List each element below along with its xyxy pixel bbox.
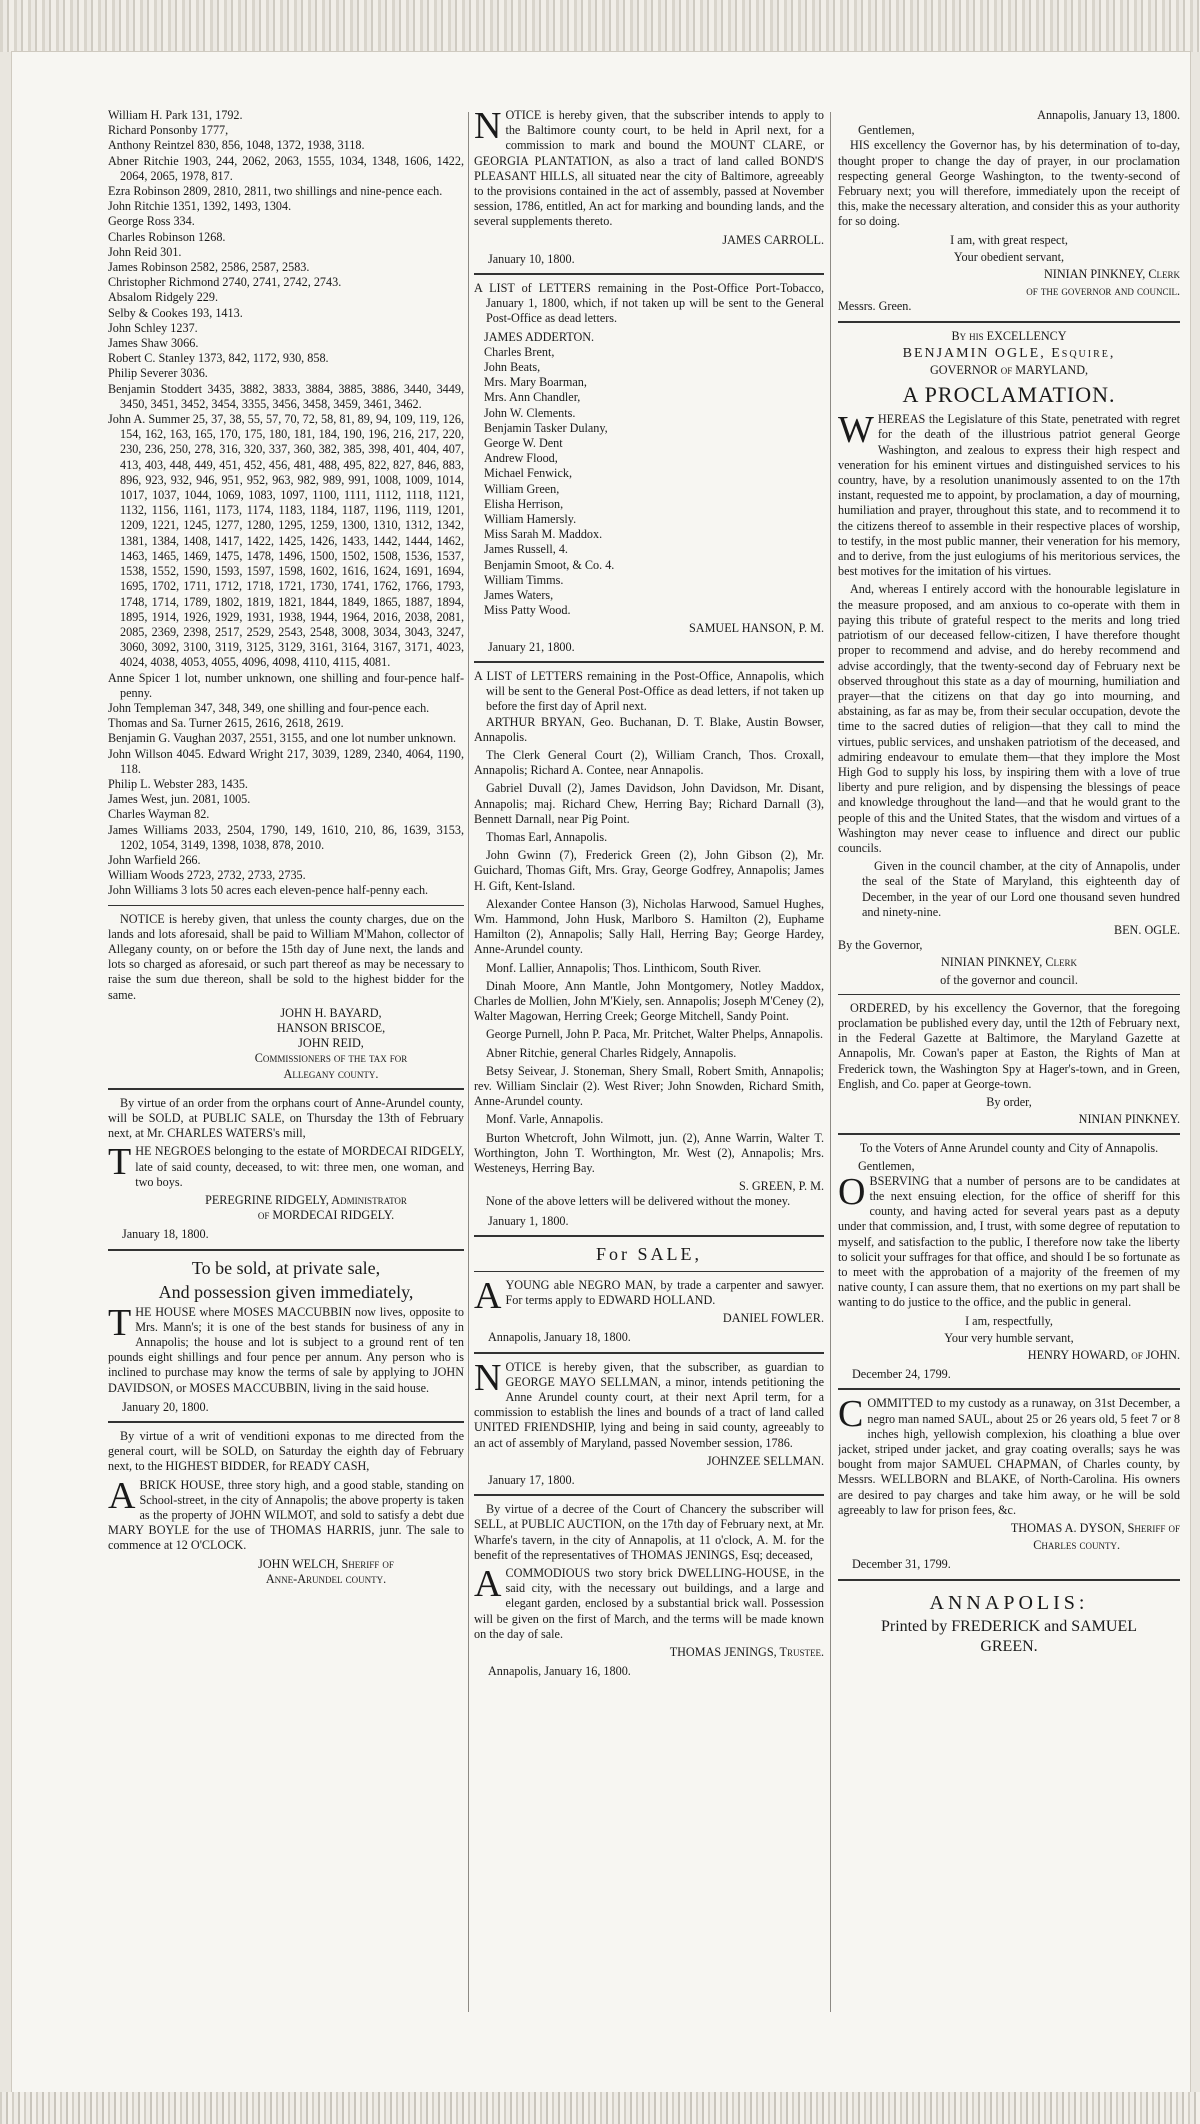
ordered-paragraph: ORDERED, by his excellency the Governor, that the foregoing proclamation be published every day, until the 12th of February next, in the Federal Gazette at Baltimore, the Maryland Gazette at Annapolis, Mr. Cowan's paper at Easton, the Rights of Man at Frederick town, the Washington Spy at Hager's-town, and in Green, English, and Co. paper at George-town. [838,1000,1180,1091]
letter-addressee: JAMES ADDERTON. [484,329,595,344]
proclamation-paragraph-1: WHEREAS the Legislature of this State, penetrated with regret for the death of the illustrious patriot general George Washington, and zealous to express their high respect and veneration for his eminent virtues and distinguished services to his country, have, by a resolution unanimously assented to on the 17th instant, requested me to appoint, by proclamation, a day of mourning, humiliation and prayer, throughout this state, and to recommend it to the citizens thereof to assemble in their respective places of worship, to testify, in the most public manner, their veneration for his memory, and to derive, from the just eulogiums of his meritorious services, the best motives for the imitation of his virtues. [838,409,1180,579]
divider [108,1421,464,1423]
annapolis-letters-list [474,715,824,1177]
ordered-signature: NINIAN PINKNEY. [1078,1112,1180,1127]
divider [474,1494,824,1496]
tax-lot-entry: James West, jun. 2081, 1005. [108,792,251,807]
drop-cap: C [838,1393,864,1436]
chancery-date: Annapolis, January 16, 1800. [488,1664,631,1679]
pinkney-letter-body: HIS excellency the Governor has, by his determination of to-day, thought proper to change the day of prayer, in our proclamation respecting general George Washington, to the twenty-second of February next; you will therefore, immediately upon the receipt of this, make the necessary alteration, and consider this as your authority for so doing. [838,138,1180,229]
imprint-city: ANNAPOLIS: [929,1591,1089,1614]
column-rule [830,112,831,2012]
port-tobacco-letters-list [484,330,824,619]
letter-addressee: James Russell, 4. [484,542,568,557]
letter-addressee: Mrs. Mary Boarman, [484,375,587,390]
tax-lot-entry: John Reid 301. [108,244,182,259]
tax-lot-entry: Charles Wayman 82. [108,807,210,822]
proclamation-paragraph-2: And, whereas I entirely accord with the honourable legislature in the measure proposed, and am anxious to co-operate with them in paying this tribute of grateful respect to the merits and long tried patriotism of our deceased fellow-citizen, I have therefore thought proper to recommend and advise, and do hereby recommend and advise accordingly, that the twenty-second day of February next be observed throughout this state as a day of mourning, humiliation and prayer—that the citizens on that day go into mourning, and abstaining, as far as may be, from their secular occupation, devote the time to the sacred duties of religion—that they call to mind the virtues, public services, and unshaken patriotism of the deceased, and admiring endeavour to emulate them—that they implore the Most High God to supply his loss, by inspiring them with a love of true liberty and pure religion, and by dispensing the blessings of peace and knowledge throughout the land—and that he would grant to the people of this and the United States, that the wisdom and virtues of a Washington may never cease to influence and direct our public councils. [838,582,1180,855]
letter-addressee: John W. Clements. [484,405,576,420]
divider [838,1579,1180,1581]
letter-list-paragraph: George Purnell, John P. Paca, Mr. Pritchet, Walter Phelps, Annapolis. [486,1027,824,1042]
tax-signer: HANSON BRISCOE, [276,1020,386,1035]
for-sale-heading: For SALE, [595,1243,702,1264]
proclamation-clerk: NINIAN PINKNEY, Clerk [940,955,1077,970]
pinkney-closing: I am, with great respect, [950,232,1068,247]
letter-addressee: Miss Patty Wood. [484,603,571,618]
letter-list-paragraph: Alexander Contee Hanson (3), Nicholas Harwood, Samuel Hughes, Wm. Hammond, John Husk, Marlboro S. Hamilton (2), Euphame Hamilton (2), Annapolis; Sally Hall, Herring Bay; George Hardey, Anne-Arundel county. [474,896,824,957]
tax-lot-entry: John Warfield 266. [108,852,201,867]
tax-lot-entry: Christopher Richmond 2740, 2741, 2742, 2743. [108,275,342,290]
scan-top-edge [0,0,1200,52]
port-tobacco-date: January 21, 1800. [488,639,575,654]
tax-lot-entry: Anthony Reintzel 830, 856, 1048, 1372, 1938, 3118. [108,138,365,153]
letter-addressee: Elisha Herrison, [484,496,564,511]
proclamation-by-governor: By the Governor, [838,938,923,953]
proclamation-by: By his EXCELLENCY [951,328,1067,343]
private-sale-subheading: And possession given immediately, [158,1281,414,1302]
tax-signer: JOHN REID, [298,1036,364,1051]
tax-lot-entry: George Ross 334. [108,214,195,229]
drop-cap: T [108,1141,132,1184]
divider [474,273,824,275]
letter-addressee: James Waters, [484,588,554,603]
for-sale-body: A YOUNG able NEGRO MAN, by trade a carpenter and sawyer. For terms apply to EDWARD HOLLAND. [474,1274,824,1317]
letter-addressee: John Beats, [484,360,541,375]
proclamation-signature: BEN. OGLE. [1113,922,1180,937]
tax-lot-entry: Robert C. Stanley 1373, 842, 1172, 930, 858. [108,351,329,366]
voters-salutation: Gentlemen, [858,1158,915,1173]
drop-cap: A [474,1563,502,1606]
tax-lot-entry: Charles Robinson 1268. [108,229,226,244]
divider [838,1133,1180,1135]
column-rule [468,112,469,2012]
committed-date: December 31, 1799. [852,1557,951,1572]
chancery-signature: THOMAS JENINGS, Trustee. [669,1645,824,1660]
letter-list-paragraph: John Gwinn (7), Frederick Green (2), John Gibson (2), Mr. Guichard, Thomas Gift, Mrs. Gray, George Godfrey, Annapolis; James H. Gift, Kent-Island. [474,848,824,893]
tax-lot-entry: James Shaw 3066. [108,336,199,351]
letter-list-paragraph: The Clerk General Court (2), William Cranch, Thos. Croxall, Annapolis; Richard A. Contee, near Annapolis. [474,747,824,778]
tax-lot-entry: James Williams 2033, 2504, 1790, 149, 1610, 210, 86, 1639, 3153, 1202, 1054, 3149, 1398, 1038, 878, 2010. [108,822,464,852]
divider [108,1249,464,1251]
pinkney-closing: Your obedient servant, [953,249,1065,264]
voters-closing: I am, respectfully, [965,1313,1053,1328]
tax-signer: JOHN H. BAYARD, [280,1005,382,1020]
sellman-date: January 17, 1800. [488,1473,575,1488]
tax-lot-entry: John A. Summer 25, 37, 38, 55, 57, 70, 72, 58, 81, 89, 94, 109, 119, 126, 154, 162, 163, 165, 170, 175, 180, 181, 184, 190, 196, 216, 217, 220, 230, 236, 250, 278, 316, 320, 337, 360, 382, 385, 398, 401, 404, 407, 413, 403, 448, 449, 451, 452, 456, 481, 488, 495, 822, 827, 846, 883, 896, 923, 932, 946, 951, 952, 963, 982, 989, 991, 1008, 1009, 1014, 1017, 1037, 1044, 1069, 1083, 1097, 1100, 1111, 1112, 1118, 1121, 1132, 1156, 1161, 1173, 1174, 1183, 1184, 1187, 1196, 1119, 1201, 1209, 1221, 1245, 1277, 1280, 1295, 1259, 1300, 1310, 1312, 1342, 1381, 1384, 1408, 1417, 1422, 1425, 1426, 1433, 1442, 1444, 1462, 1463, 1465, 1469, 1475, 1478, 1496, 1500, 1502, 1508, 1536, 1537, 1538, 1552, 1590, 1593, 1597, 1598, 1602, 1616, 1624, 1691, 1694, 1695, 1702, 1711, 1712, 1718, 1721, 1730, 1741, 1762, 1766, 1793, 1748, 1714, 1789, 1802, 1819, 1821, 1844, 1849, 1865, 1887, 1894, 1895, 1914, 1926, 1929, 1931, 1938, 1944, 1964, 2016, 2038, 2081, 2085, 2369, 2398, 2517, 2529, 2543, 2548, 3008, 3034, 3043, 3247, 3060, 3092, 3100, 3119, 3125, 3129, 3161, 3164, 3167, 3171, 4023, 4024, 4038, 4053, 4055, 4096, 4098, 4110, 4115, 4081. [108,412,464,670]
pinkney-signature: NINIAN PINKNEY, Clerk [1043,267,1180,282]
letter-addressee: Benjamin Tasker Dulany, [484,420,608,435]
divider [838,321,1180,323]
voters-date: December 24, 1799. [852,1367,951,1382]
divider [838,1388,1180,1390]
drop-cap: N [474,1356,502,1399]
divider [108,905,464,906]
letter-list-paragraph: Thomas Earl, Annapolis. [486,829,608,844]
committed-signature-line2: Charles county. [1033,1538,1120,1553]
letter-addressee: Miss Sarah M. Maddox. [484,527,603,542]
tax-lot-entry: Abner Ritchie 1903, 244, 2062, 2063, 1555, 1034, 1348, 1606, 1422, 2064, 2065, 1978, 817. [108,153,464,183]
negro-sale-body: THE NEGROES belonging to the estate of MORDECAI RIDGELY, late of said county, deceased, to wit: three men, one woman, and two boys. [108,1141,464,1189]
letter-addressee: George W. Dent [484,436,563,451]
carroll-date: January 10, 1800. [488,251,575,266]
imprint-printer: Printed by FREDERICK and SAMUEL [881,1617,1137,1635]
drop-cap: N [474,108,502,147]
proclamation-governor-name: BENJAMIN OGLE, Esquire, [902,345,1116,361]
letter-addressee: Mrs. Ann Chandler, [484,390,581,405]
column-2 [474,108,824,2068]
tax-signers-county: Allegany county. [283,1066,379,1081]
tax-lot-entry: John Willson 4045. Edward Wright 217, 3039, 1289, 2340, 4064, 1190, 118. [108,746,464,776]
tax-lot-entry: Selby & Cookes 193, 1413. [108,305,243,320]
letter-list-paragraph: Monf. Lallier, Annapolis; Thos. Linthicom, South River. [486,960,762,975]
letter-addressee: Andrew Flood, [484,451,558,466]
divider [474,1271,824,1272]
voters-signature: HENRY HOWARD, of JOHN. [1027,1348,1180,1363]
drop-cap: T [108,1301,132,1344]
scan-bottom-edge [0,2092,1200,2124]
writ-signature: JOHN WELCH, Sheriff of [258,1556,394,1571]
letter-addressee: William Green, [484,481,560,496]
proclamation-given: Given in the council chamber, at the city of Annapolis, under the seal of the State of Maryland, this eighteenth day of December, in the year of our Lord one thousand seven hundred and ninety-nine. [862,859,1180,919]
letter-list-paragraph: Burton Whetcroft, John Wilmott, jun. (2), Anne Warrin, Walter T. Worthington, John T. Worthington, Mr. West (2), Annapolis; Mrs. Westeneys, Herring Bay. [474,1130,824,1175]
imprint-printer-name: GREEN. [980,1637,1038,1655]
divider [474,661,824,663]
private-sale-heading: To be sold, at private sale, [191,1257,381,1278]
committed-notice: COMMITTED to my custody as a runaway, on 31st December, a negro man named SAUL, about 25 or 26 years old, 5 feet 7 or 8 inches high, yellowish complexion, his cloathing a blue over jacket, striped under jacket, and gray coating overalls; says he was bought from major SAMUEL CHAPMAN, of Charles county, by Messrs. WELLBORN and BLAKE, of North-Carolina. His owners are desired to pay charges and take him away, or he will be sold agreeably to law for prison fees, &c. [838,1393,1180,1517]
column-1 [108,108,464,2068]
letter-list-paragraph: Abner Ritchie, general Charles Ridgely, Annapolis. [486,1045,737,1060]
carroll-notice: NOTICE is hereby given, that the subscriber intends to apply to the Baltimore county court, to be held in April next, for a commission to mark and bound the MOUNT CLARE, or GEORGIA PLANTATION, as also a tract of land called BOND'S PLEASANT HILLS, all situated near the city of Baltimore, agreeably to the provisions contained in the act of assembly, passed at November session, 1786, entitled, An act for marking and bounding lands, and the several supplements thereto. [474,108,824,229]
for-sale-signature: DANIEL FOWLER. [722,1311,824,1326]
sellman-notice: NOTICE is hereby given, that the subscriber, as guardian to GEORGE MAYO SELLMAN, a minor, intends petitioning the Anne Arundel county court, at their next April term, for a commission to establish the lines and bounds of a tract of land called UNITED FRIENDSHIP, lying and being in said county, agreeably to an act of assembly of Maryland, passed November session, 1786. [474,1356,824,1450]
pinkney-addressee: Messrs. Green. [838,299,912,314]
drop-cap: W [838,409,874,452]
tax-lot-entry: Absalom Ridgely 229. [108,290,219,305]
chancery-intro: By virtue of a decree of the Court of Chancery the subscriber will SELL, at PUBLIC AUCTION, on the 17th day of February next, at Mr. Wharfe's tavern, in the city of Annapolis, at 11 o'clock, A. M. for the benefit of the representatives of THOMAS JENINGS, Esq; deceased, [474,1502,824,1562]
tax-lot-entry: John Williams 3 lots 50 acres each eleven-pence half-penny each. [108,883,429,898]
tax-lot-list [108,108,464,899]
private-sale-date: January 20, 1800. [122,1399,209,1414]
negro-sale-signature: PEREGRINE RIDGELY, Administrator [205,1193,407,1208]
tax-lot-entry: Philip L. Webster 283, 1435. [108,776,248,791]
annapolis-letters-date: January 1, 1800. [488,1213,569,1228]
private-sale-body: THE HOUSE where MOSES MACCUBBIN now lives, opposite to Mrs. Mann's; it is one of the best stands for business of any in Annapolis; the house and lot is subject to a ground rent of ten pounds eight shillings and four pence per annum. Any person who is inclined to purchase may know the terms of sale by applying to JOHN DAVIDSON, or MOSES MACCUBBIN, living in the said house. [108,1301,464,1395]
voters-closing: Your very humble servant, [944,1330,1074,1345]
proclamation-clerk-line2: of the governor and council. [940,972,1078,987]
tax-signers-title: Commissioners of the tax for [254,1051,408,1066]
drop-cap: O [838,1170,866,1213]
drop-cap: A [474,1274,502,1317]
letter-addressee: William Timms. [484,572,564,587]
chancery-body: A COMMODIOUS two story brick DWELLING-HOUSE, in the said city, with the necessary out buildings, and a large and elegant garden, enclosed by a substantial brick wall. Possession will be given on the first of March, and the terms will be made known on the day of sale. [474,1563,824,1641]
letter-list-paragraph: ARTHUR BRYAN, Geo. Buchanan, D. T. Blake, Austin Bowser, Annapolis. [474,714,824,744]
letter-list-paragraph: Dinah Moore, Ann Mantle, John Montgomery, Notley Maddox, Charles de Mollien, John M'Kiely, sen. Annapolis; Joseph M'Ceney (2), Walter Magowan, Herring Creek; George Mitchell, Sandy Point. [474,978,824,1024]
tax-notice: NOTICE is hereby given, that unless the county charges, due on the lands and lots aforesaid, shall be paid to William M'Mahon, collector of Allegany county, on or before the 15th day of June next, the lands and lots so charged as aforesaid, or such part thereof as may be necessary to raise the sum due thereon, shall be sold to the highest bidder for the same. [108,911,464,1002]
letter-addressee: Charles Brent, [484,344,555,359]
for-sale-date: Annapolis, January 18, 1800. [488,1330,631,1345]
tax-lot-entry: Ezra Robinson 2809, 2810, 2811, two shillings and nine-pence each. [108,184,443,199]
pinkney-salutation: Gentlemen, [858,123,915,138]
tax-lot-entry: William H. Park 131, 1792. [108,108,243,122]
divider [838,994,1180,995]
divider [474,1235,824,1237]
tax-lot-entry: Thomas and Sa. Turner 2615, 2616, 2618, 2619. [108,716,344,731]
newspaper-page [12,52,1190,2092]
negro-sale-signature-line2: of MORDECAI RIDGELY. [257,1208,395,1223]
tax-lot-entry: Philip Severer 3036. [108,366,208,381]
divider [474,1352,824,1354]
letter-list-paragraph: Monf. Varle, Annapolis. [486,1112,604,1127]
ordered-by: By order, [986,1094,1032,1109]
sellman-signature: JOHNZEE SELLMAN. [706,1453,824,1468]
column-3 [838,108,1180,2068]
annapolis-letters-note: None of the above letters will be delivered without the money. [486,1194,791,1209]
letter-addressee: Benjamin Smoot, & Co. 4. [484,557,615,572]
tax-lot-entry: James Robinson 2582, 2586, 2587, 2583. [108,260,310,275]
proclamation-title: A PROCLAMATION. [902,382,1116,408]
pinkney-letter-date: Annapolis, January 13, 1800. [1037,108,1180,122]
committed-signature: THOMAS A. DYSON, Sheriff of [1010,1521,1180,1536]
tax-lot-entry: Richard Ponsonby 1777, [108,123,229,138]
drop-cap: A [108,1474,136,1517]
voters-heading: To the Voters of Anne Arundel county and City of Annapolis. [859,1141,1159,1156]
carroll-signature: JAMES CARROLL. [722,232,824,247]
pinkney-signature-line2: of the governor and council. [1026,284,1180,299]
tax-lot-entry: Benjamin G. Vaughan 2037, 2551, 3155, and one lot number unknown. [108,731,457,746]
tax-lot-entry: William Woods 2723, 2732, 2733, 2735. [108,868,306,883]
negro-sale-date: January 18, 1800. [122,1227,209,1242]
writ-intro: By virtue of a writ of venditioni exponas to me directed from the general court, will be SOLD, on Saturday the eighth day of February next, to the HIGHEST BIDDER, for READY CASH, [108,1429,464,1474]
tax-lot-entry: John Ritchie 1351, 1392, 1493, 1304. [108,199,292,214]
divider [108,1088,464,1090]
tax-lot-entry: John Schley 1237. [108,320,198,335]
proclamation-governor-title: GOVERNOR of MARYLAND, [929,363,1089,378]
writ-body: A BRICK HOUSE, three story high, and a good stable, standing on School-street, in the city of Annapolis; the above property is taken as the property of JOHN WILMOT, and sold to satisfy a debt due MARY BOYLE for the use of THOMAS HARRIS, junr. The sale to commence at 12 O'CLOCK. [108,1474,464,1553]
tax-lot-entry: Anne Spicer 1 lot, number unknown, one shilling and four-pence half-penny. [108,670,464,700]
writ-signature-line2: Anne-Arundel county. [265,1571,387,1586]
tax-lot-entry: John Templeman 347, 348, 349, one shilling and four-pence each. [108,700,430,715]
annapolis-letters-signature: S. GREEN, P. M. [739,1179,824,1194]
letter-addressee: Michael Fenwick, [484,466,572,481]
annapolis-letters-intro: A LIST of LETTERS remaining in the Post-Office, Annapolis, which will be sent to the General Post-Office as dead letters, if not taken up before the first day of April next. [474,668,824,714]
port-tobacco-letters-intro: A LIST of LETTERS remaining in the Post-Office Port-Tobacco, January 1, 1800, which, if not taken up will be sent to the General Post-Office as dead letters. [474,281,824,326]
tax-lot-entry: Benjamin Stoddert 3435, 3882, 3833, 3884, 3885, 3886, 3440, 3449, 3450, 3451, 3452, 3454, 3355, 3456, 3458, 3459, 3461, 3462. [108,381,464,411]
letter-addressee: William Hamersly. [484,512,577,527]
voters-body: OBSERVING that a number of persons are to be candidates at the next ensuing election, for the office of sheriff for this county, and having acted for several years past as a deputy under that commission, and, I trust, with some degree of reputation to myself, and satisfaction to the public, I therefore now take the liberty to solicit your suffrages for that office, and should I be so fortunate as to meet with the approbation of a majority of the freemen of my native county, I can assure them, that no exertions on my part shall be wanting to do justice to the office, and the public in general. [838,1170,1180,1310]
letter-list-paragraph: Gabriel Duvall (2), James Davidson, John Davidson, Mr. Disant, Annapolis; maj. Richard Chew, Herring Bay; Richard Darnall (3), Bennett Darnall, near Pig Point. [474,781,824,826]
negro-sale-intro: By virtue of an order from the orphans court of Anne-Arundel county, will be SOLD, at PUBLIC SALE, on Thursday the 13th of February next, at Mr. CHARLES WATERS's mill, [108,1095,464,1141]
port-tobacco-signature: SAMUEL HANSON, P. M. [689,620,824,635]
letter-list-paragraph: Betsy Seivear, J. Stoneman, Shery Small, Robert Smith, Annapolis; rev. William Sinclair (2). West River; John Snowden, Richard Smith, Anne-Arundel county. [474,1063,824,1109]
